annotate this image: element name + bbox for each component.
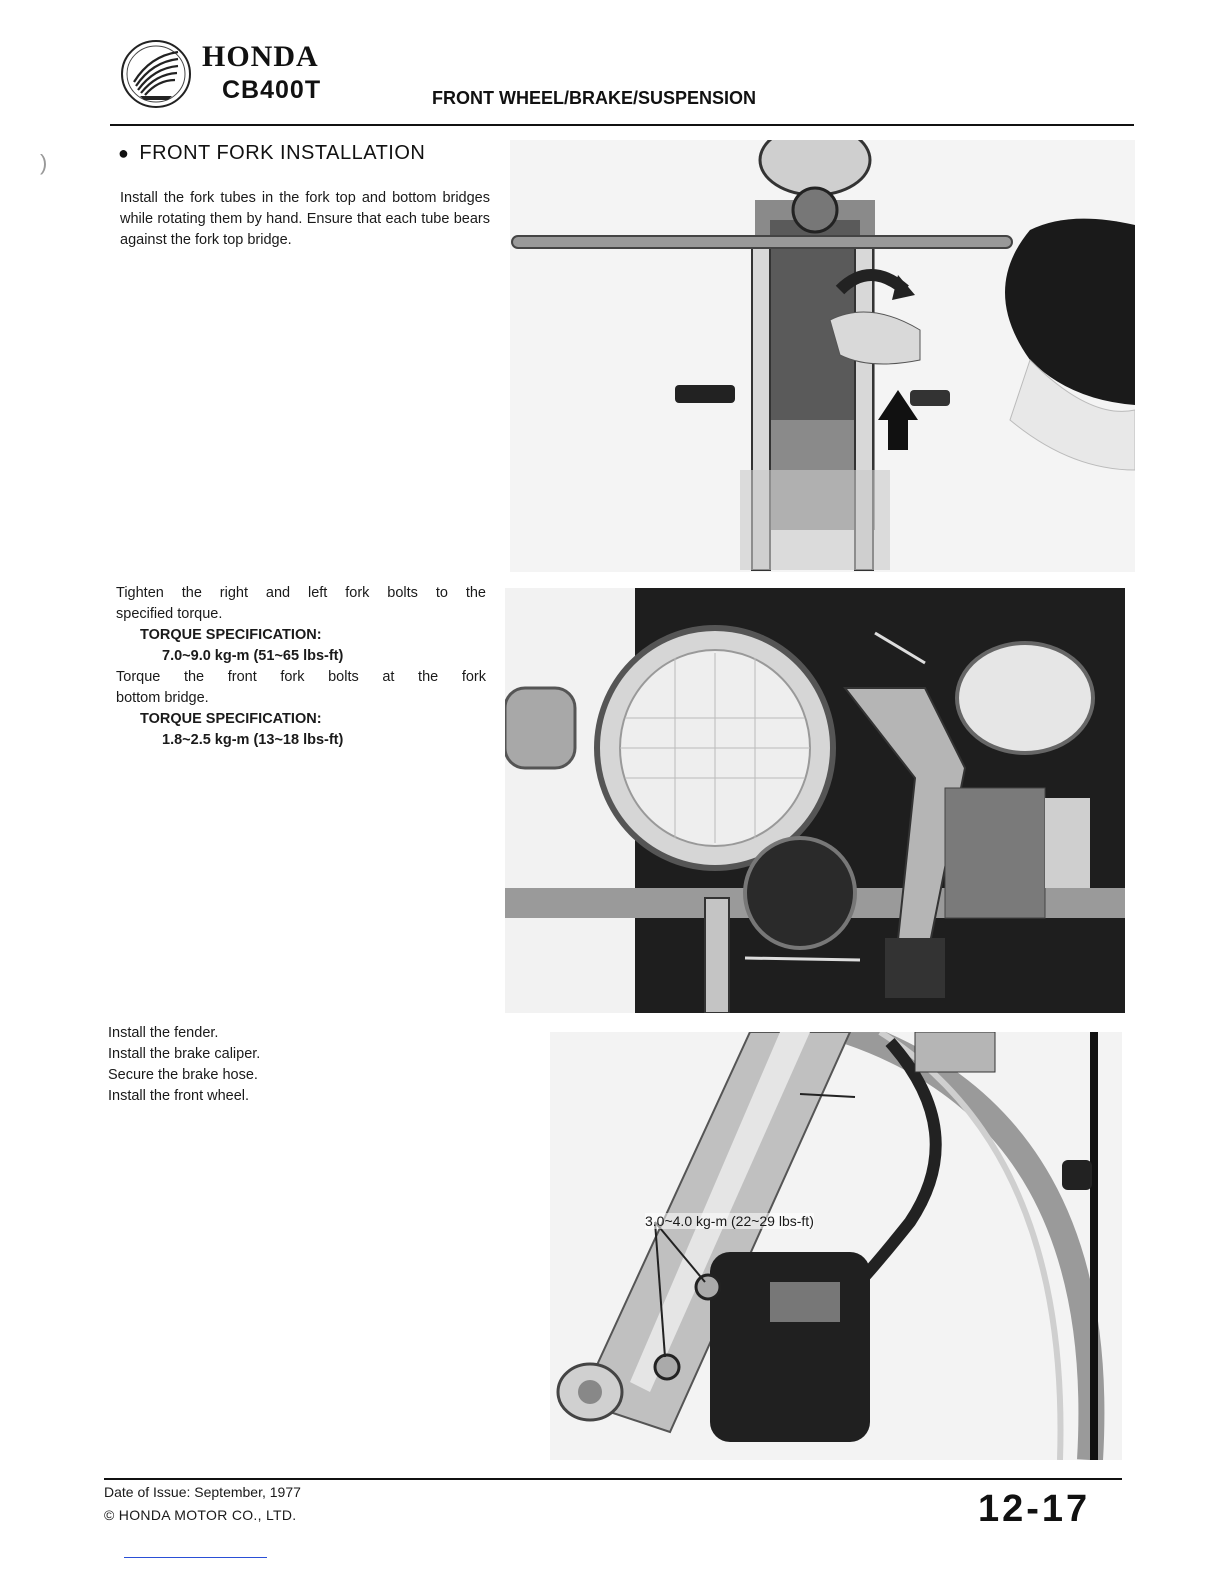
fork-installation-photo (510, 140, 1135, 572)
step2-line1: Tighten the right and left fork bolts to the (116, 585, 486, 601)
step-tighten-fork-bolts (116, 583, 486, 751)
margin-mark: ) (40, 150, 48, 175)
page-number: 12-17 (978, 1488, 1091, 1530)
header-rule (110, 124, 1134, 126)
page-heading (118, 142, 425, 165)
link-underline (124, 1557, 267, 1558)
fork-bolts-photo (505, 588, 1125, 1013)
torque-spec-value: 1.8~2.5 kg-m (13~18 lbs-ft) (162, 732, 344, 748)
brand-name: HONDA (202, 40, 319, 73)
copyright: © HONDA MOTOR CO., LTD. (104, 1507, 297, 1523)
step3-line: Install the front wheel. (108, 1088, 250, 1104)
step-fork-tube-install: Install the fork tubes in the fork top and bottom bridges while rotating them by hand. Ensure that each tube bears against the fork top bridge. (120, 190, 490, 248)
section-title: FRONT WHEEL/BRAKE/SUSPENSION (432, 88, 757, 108)
issue-date: Date of Issue: September, 1977 (104, 1484, 301, 1500)
brake-caliper-photo (550, 1032, 1122, 1460)
torque-spec-heading: TORQUE SPECIFICATION: (140, 627, 322, 643)
step2-line4: bottom bridge. (116, 690, 209, 706)
torque-spec-value: 7.0~9.0 kg-m (51~65 lbs-ft) (162, 648, 344, 664)
step2-line3: Torque the front fork bolts at the fork (116, 669, 486, 685)
step-install-fender-wheel (108, 1023, 260, 1107)
step3-line: Install the brake caliper. (108, 1046, 261, 1062)
torque-spec-heading: TORQUE SPECIFICATION: (140, 711, 322, 727)
model-name: CB400T (222, 76, 322, 104)
step3-line: Secure the brake hose. (108, 1067, 258, 1083)
heading-text: FRONT FORK INSTALLATION (139, 142, 426, 164)
caliper-torque-label: 3.0~4.0 kg-m (22~29 lbs-ft) (645, 1213, 814, 1229)
bullet-icon: ● (118, 143, 130, 163)
honda-wing-logo-icon (120, 38, 192, 110)
footer-rule (104, 1478, 1122, 1480)
step2-line2: specified torque. (116, 606, 223, 622)
step3-line: Install the fender. (108, 1025, 219, 1041)
